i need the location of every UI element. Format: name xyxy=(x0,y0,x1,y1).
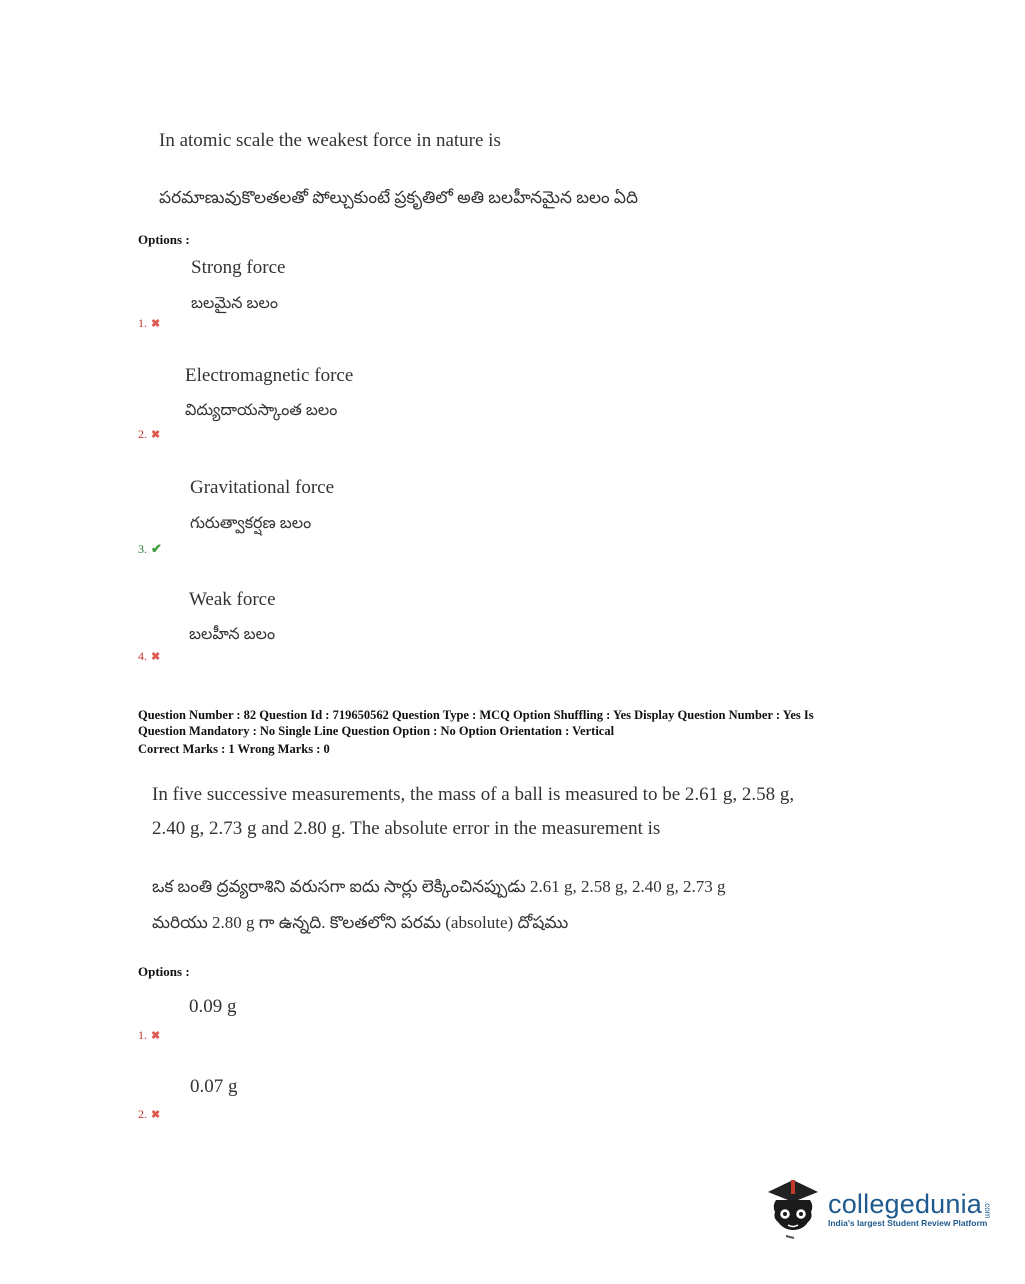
option-4-number: 4. xyxy=(138,649,147,663)
cross-icon: ✖ xyxy=(151,318,161,330)
question-marks: Correct Marks : 1 Wrong Marks : 0 xyxy=(138,742,330,756)
question-2-text-te-line-2: మరియు 2.80 g గా ఉన్నది. కొలతలోని పరమ (absolute) దోషము xyxy=(152,913,569,932)
question-2-text-te-line-1: ఒక బంతి ద్రవ్యరాశిని వరుసగా ఐదు సార్లు లెక్కించినప్పుడు 2.61 g, 2.58 g, 2.40 g, 2.73 g xyxy=(152,877,726,896)
q2-option-2-text-en: 0.07 g xyxy=(190,1076,238,1097)
option-4-text-te: బలహీన బలం xyxy=(189,626,276,643)
q2-option-1-text-en: 0.09 g xyxy=(189,996,237,1017)
options-label: Options : xyxy=(138,232,190,247)
q2-option-2-marker xyxy=(138,1107,160,1122)
option-3-text-en: Gravitational force xyxy=(190,477,335,498)
brand-name: collegedunia xyxy=(828,1189,983,1219)
q2-option-2-number: 2. xyxy=(138,1107,147,1121)
q2-option-1-marker xyxy=(138,1028,160,1043)
cross-icon: ✖ xyxy=(151,651,161,663)
option-2-number: 2. xyxy=(138,427,147,441)
question-meta-line-1: Question Number : 82 Question Id : 719650562 Question Type : MCQ Option Shuffling : Yes Display Question Number : Yes Is xyxy=(138,708,814,722)
question-text-en: In atomic scale the weakest force in nature is xyxy=(159,130,501,151)
question-meta-line-2: Question Mandatory : No Single Line Question Option : No Option Orientation : Vertical xyxy=(138,724,615,738)
mascot-icon xyxy=(766,1178,820,1240)
options-label: Options : xyxy=(138,964,190,979)
q2-option-1-number: 1. xyxy=(138,1028,147,1042)
option-2-text-te: విద్యుదాయస్కాంత బలం xyxy=(185,402,338,419)
check-icon: ✔ xyxy=(151,541,162,556)
option-4-text-en: Weak force xyxy=(189,589,276,610)
collegedunia-logo xyxy=(766,1178,992,1240)
brand-tagline: India's largest Student Review Platform xyxy=(828,1218,988,1228)
option-3-text-te: గురుత్వాకర్షణ బలం xyxy=(190,515,312,532)
brand-suffix: .com xyxy=(983,1200,993,1218)
question-2-text-en-line-2: 2.40 g, 2.73 g and 2.80 g. The absolute error in the measurement is xyxy=(152,818,661,839)
question-2-text-en-line-1: In five successive measurements, the mass of a ball is measured to be 2.61 g, 2.58 g, xyxy=(152,784,795,805)
cross-icon: ✖ xyxy=(151,1109,161,1121)
option-2-text-en: Electromagnetic force xyxy=(185,365,354,386)
question-text-te: పరమాణువుకొలతలతో పోల్చుకుంటే ప్రకృతిలో అతి బలహీనమైన బలం ఏది xyxy=(159,188,638,207)
option-3-number: 3. xyxy=(138,541,147,556)
option-4-marker xyxy=(138,649,160,664)
option-1-number: 1. xyxy=(138,316,147,330)
option-1-marker xyxy=(138,316,160,331)
question-meta xyxy=(138,707,814,757)
option-3-marker xyxy=(138,541,162,557)
option-1-text-te: బలమైన బలం xyxy=(191,295,278,312)
cross-icon: ✖ xyxy=(151,1030,161,1042)
option-1-text-en: Strong force xyxy=(191,257,286,278)
option-2-marker xyxy=(138,427,160,442)
cross-icon: ✖ xyxy=(151,429,161,441)
